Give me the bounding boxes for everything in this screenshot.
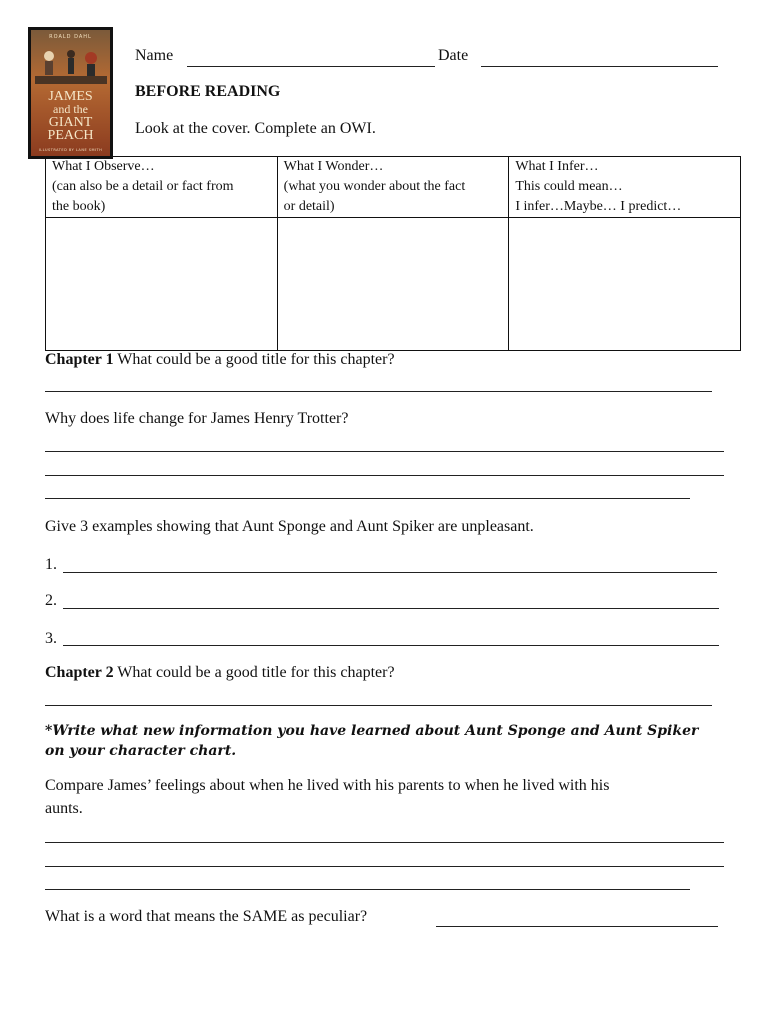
owi-header-line: What I Observe… xyxy=(52,159,155,174)
answer-line[interactable] xyxy=(45,451,724,452)
chapter1-title-blank[interactable] xyxy=(45,391,712,392)
owi-table xyxy=(45,156,741,351)
before-reading-heading: BEFORE READING xyxy=(135,83,281,100)
book-cover-image xyxy=(28,27,113,159)
cover-illustration xyxy=(35,44,107,84)
peculiar-question: What is a word that means the SAME as peculiar? xyxy=(45,908,368,925)
cover-illustrator: ILLUSTRATED BY LANE SMITH xyxy=(38,148,103,152)
chapter1-question-text: What could be a good title for this chapter? xyxy=(113,351,395,368)
owi-header-line: I infer…Maybe… I predict… xyxy=(515,199,682,214)
owi-infer-header xyxy=(509,157,741,218)
owi-observe-answer[interactable] xyxy=(46,218,278,351)
owi-observe-header xyxy=(46,157,278,218)
example-blank-2[interactable] xyxy=(63,608,719,609)
owi-header-line: What I Infer… xyxy=(515,159,599,174)
example-blank-1[interactable] xyxy=(63,572,717,573)
example-number: 2. xyxy=(45,592,57,609)
owi-header-line: What I Wonder… xyxy=(283,159,384,174)
cover-instruction: Look at the cover. Complete an OWI. xyxy=(135,120,376,137)
owi-header-line: or detail) xyxy=(283,199,335,214)
owi-wonder-answer[interactable] xyxy=(277,218,509,351)
answer-line[interactable] xyxy=(45,498,690,499)
unpleasant-examples-question: Give 3 examples showing that Aunt Sponge and Aunt Spiker are unpleasant. xyxy=(45,518,534,535)
owi-header-line: This could mean… xyxy=(515,179,623,194)
owi-header-line: the book) xyxy=(52,199,106,214)
cover-title-line: and the xyxy=(53,102,88,116)
chapter2-question-text: What could be a good title for this chapter? xyxy=(113,664,395,681)
compare-question-line1: Compare James’ feelings about when he lived with his parents to when he lived with his xyxy=(45,777,610,794)
cover-title-line: JAMES xyxy=(48,89,93,104)
chapter2-question xyxy=(45,664,395,682)
owi-wonder-header xyxy=(277,157,509,218)
chapter1-label: Chapter 1 xyxy=(45,351,114,368)
owi-infer-answer[interactable] xyxy=(509,218,741,351)
chapter1-question xyxy=(45,351,395,369)
peculiar-blank[interactable] xyxy=(436,926,718,927)
answer-line[interactable] xyxy=(45,866,724,867)
chapter2-label: Chapter 2 xyxy=(45,664,114,681)
answer-line[interactable] xyxy=(45,475,724,476)
answer-line[interactable] xyxy=(45,889,690,890)
date-label: Date xyxy=(438,47,469,64)
example-number: 3. xyxy=(45,630,57,647)
cover-title-line: PEACH xyxy=(47,128,94,143)
character-chart-note-line1: *Write what new information you have learned about Aunt Sponge and Aunt Spiker xyxy=(45,723,699,739)
date-blank[interactable] xyxy=(481,66,718,67)
example-number: 1. xyxy=(45,556,57,573)
answer-line[interactable] xyxy=(45,842,724,843)
name-blank[interactable] xyxy=(187,66,435,67)
name-label: Name xyxy=(135,47,174,64)
cover-title-line: GIANT xyxy=(48,115,93,130)
cover-title xyxy=(31,90,110,142)
cover-author: ROALD DAHL xyxy=(49,34,92,40)
owi-answer-row xyxy=(46,218,741,351)
character-chart-note-line2: on your character chart. xyxy=(45,743,237,759)
owi-header-line: (what you wonder about the fact xyxy=(283,179,466,194)
owi-header-row xyxy=(46,157,741,218)
example-blank-3[interactable] xyxy=(63,645,719,646)
owi-header-line: (can also be a detail or fact from xyxy=(52,179,234,194)
compare-question-line2: aunts. xyxy=(45,800,83,817)
chapter2-title-blank[interactable] xyxy=(45,705,712,706)
life-change-question: Why does life change for James Henry Trotter? xyxy=(45,410,349,427)
